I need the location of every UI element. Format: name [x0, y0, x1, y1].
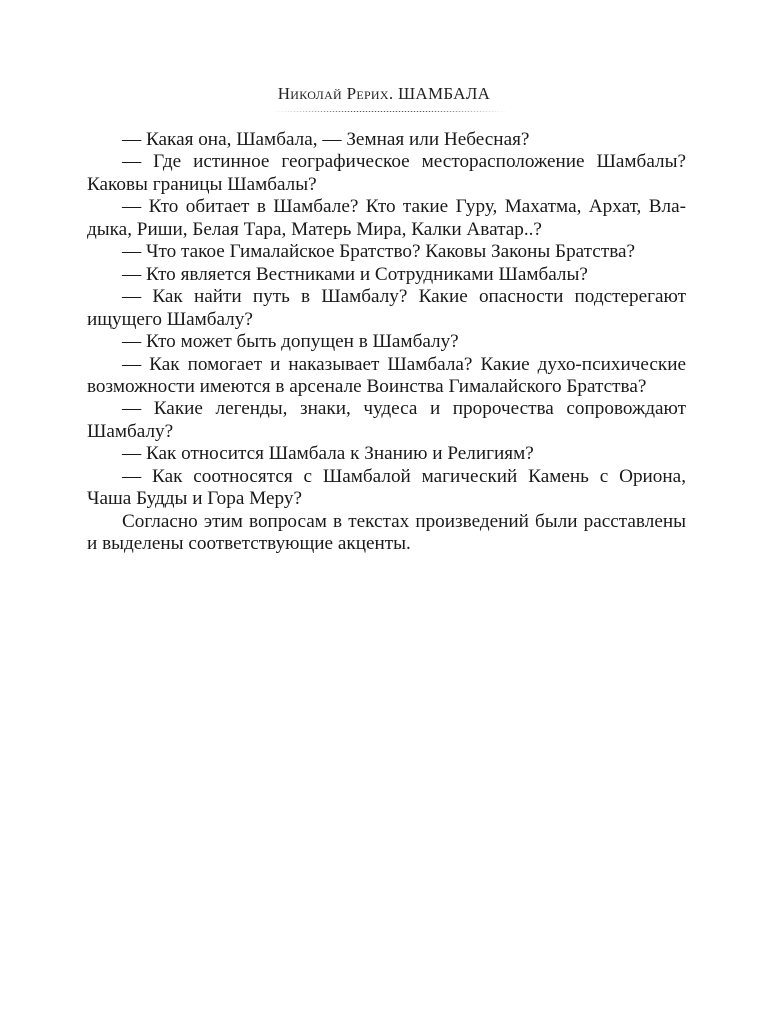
paragraph-question-8: — Как помогает и наказывает Шамбала? Какие духо-психические возможности имеются в арсенале Воинства Гималайского Братства?	[87, 353, 686, 397]
running-head-author: Николай Рерих.	[277, 84, 394, 103]
running-head	[0, 84, 768, 104]
paragraph-question-1: — Какая она, Шамбала, — Земная или Небесная?	[122, 129, 530, 150]
paragraph-question-2: — Где истинное географическое месторасположение Шамбалы? Каковы границы Шамбалы?	[87, 151, 686, 195]
body-text	[87, 129, 686, 556]
paragraph-question-11: — Как соотносятся с Шамбалой магический Камень с Ориона, Чаша Будды и Гора Меру?	[87, 465, 686, 510]
paragraph-question-9: — Какие легенды, знаки, чудеса и пророчества сопровождают Шамбалу?	[87, 398, 686, 442]
paragraph-question-6: — Как найти путь в Шамбалу? Какие опасности подстерегают ищущего Шамбалу?	[87, 286, 686, 330]
paragraph-question-3: — Кто обитает в Шамбале? Кто такие Гуру, Махатма, Архат, Владыка, Риши, Белая Тара, Матерь Мира, Калки Аватар..?	[87, 196, 686, 240]
paragraph-question-5: — Кто является Вестниками и Сотрудниками Шамбалы?	[122, 263, 588, 285]
paragraph-conclusion: Согласно этим вопросам в текстах произведений были расставлены и выделены соответствующие акценты.	[87, 510, 686, 555]
paragraph-question-7: — Кто может быть допущен в Шамбалу?	[122, 331, 459, 353]
paragraph-question-10: — Как относится Шамбала к Знанию и Религиям?	[122, 443, 534, 465]
dotted-divider	[272, 111, 508, 112]
running-head-title: ШАМБАЛА	[397, 84, 491, 103]
paragraph-question-4: — Что такое Гималайское Братство? Каковы Законы Братства?	[122, 241, 636, 263]
